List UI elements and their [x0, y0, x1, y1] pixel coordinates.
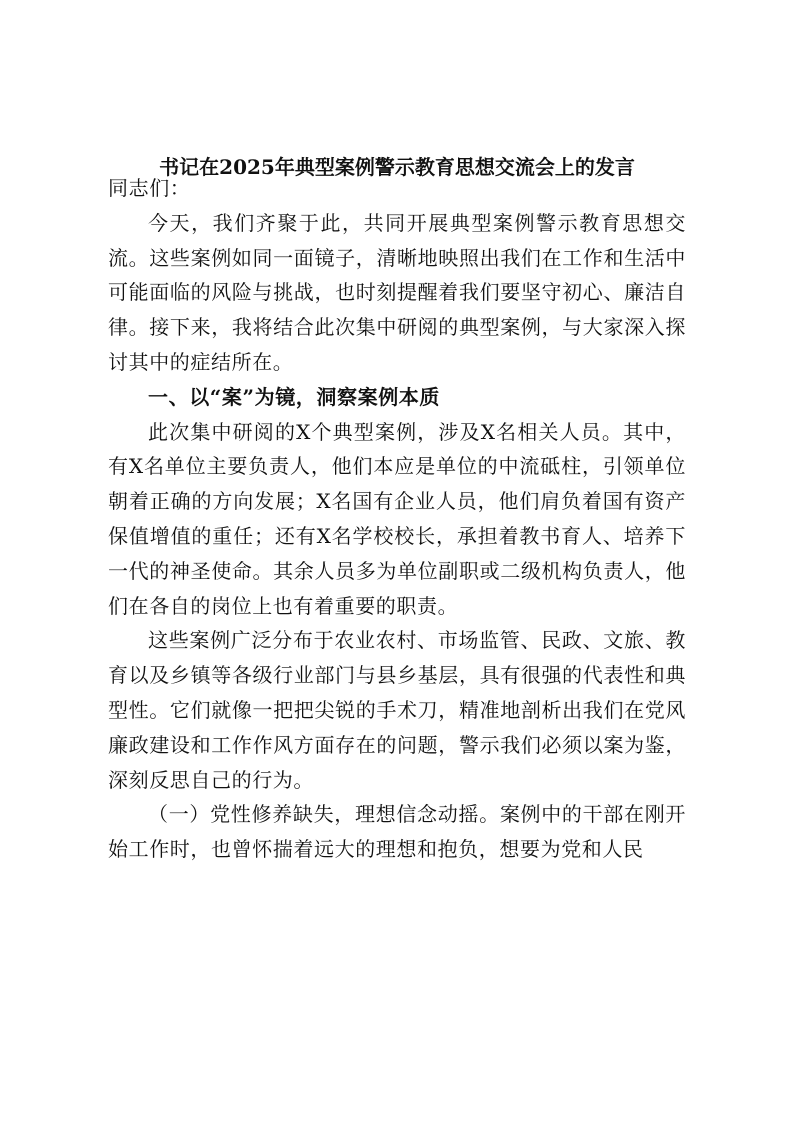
- document-body: [108, 171, 686, 867]
- paragraph-case-overview: 此次集中研阅的X个典型案例，涉及X名相关人员。其中，有X名单位主要负责人，他们本应是单位的中流砥柱，引领单位朝着正确的方向发展；X名国有企业人员，他们肩负着国有资产保值增值的重任；还有X名学校校长，承担着教书育人、培养下一代的神圣使命。其余人员多为单位副职或二级机构负责人，他们在各自的岗位上也有着重要的职责。: [108, 419, 686, 618]
- section-heading-1: 一、以“案”为镜，洞察案例本质: [148, 384, 441, 409]
- paragraph-subsection-1: （一）党性修养缺失，理想信念动摇。案例中的干部在刚开始工作时，也曾怀揣着远大的理想和抱负，想要为党和人民: [108, 802, 686, 862]
- paragraph-opening: 今天，我们齐聚于此，共同开展典型案例警示教育思想交流。这些案例如同一面镜子，清晰地映照出我们在工作和生活中可能面临的风险与挑战，也时刻提醒着我们要坚守初心、廉洁自律。接下来，我将结合此次集中研阅的典型案例，与大家深入探讨其中的症结所在。: [108, 210, 686, 374]
- paragraph-case-distribution: 这些案例广泛分布于农业农村、市场监管、民政、文旅、教育以及乡镇等各级行业部门与县乡基层，具有很强的代表性和典型性。它们就像一把把尖锐的手术刀，精准地剖析出我们在党风廉政建设和工作作风方面存在的问题，警示我们必须以案为鉴，深刻反思自己的行为。: [108, 628, 686, 792]
- document-title: 书记在2025年典型案例警示教育思想交流会上的发言: [159, 155, 635, 179]
- salutation: 同志们：: [108, 176, 191, 200]
